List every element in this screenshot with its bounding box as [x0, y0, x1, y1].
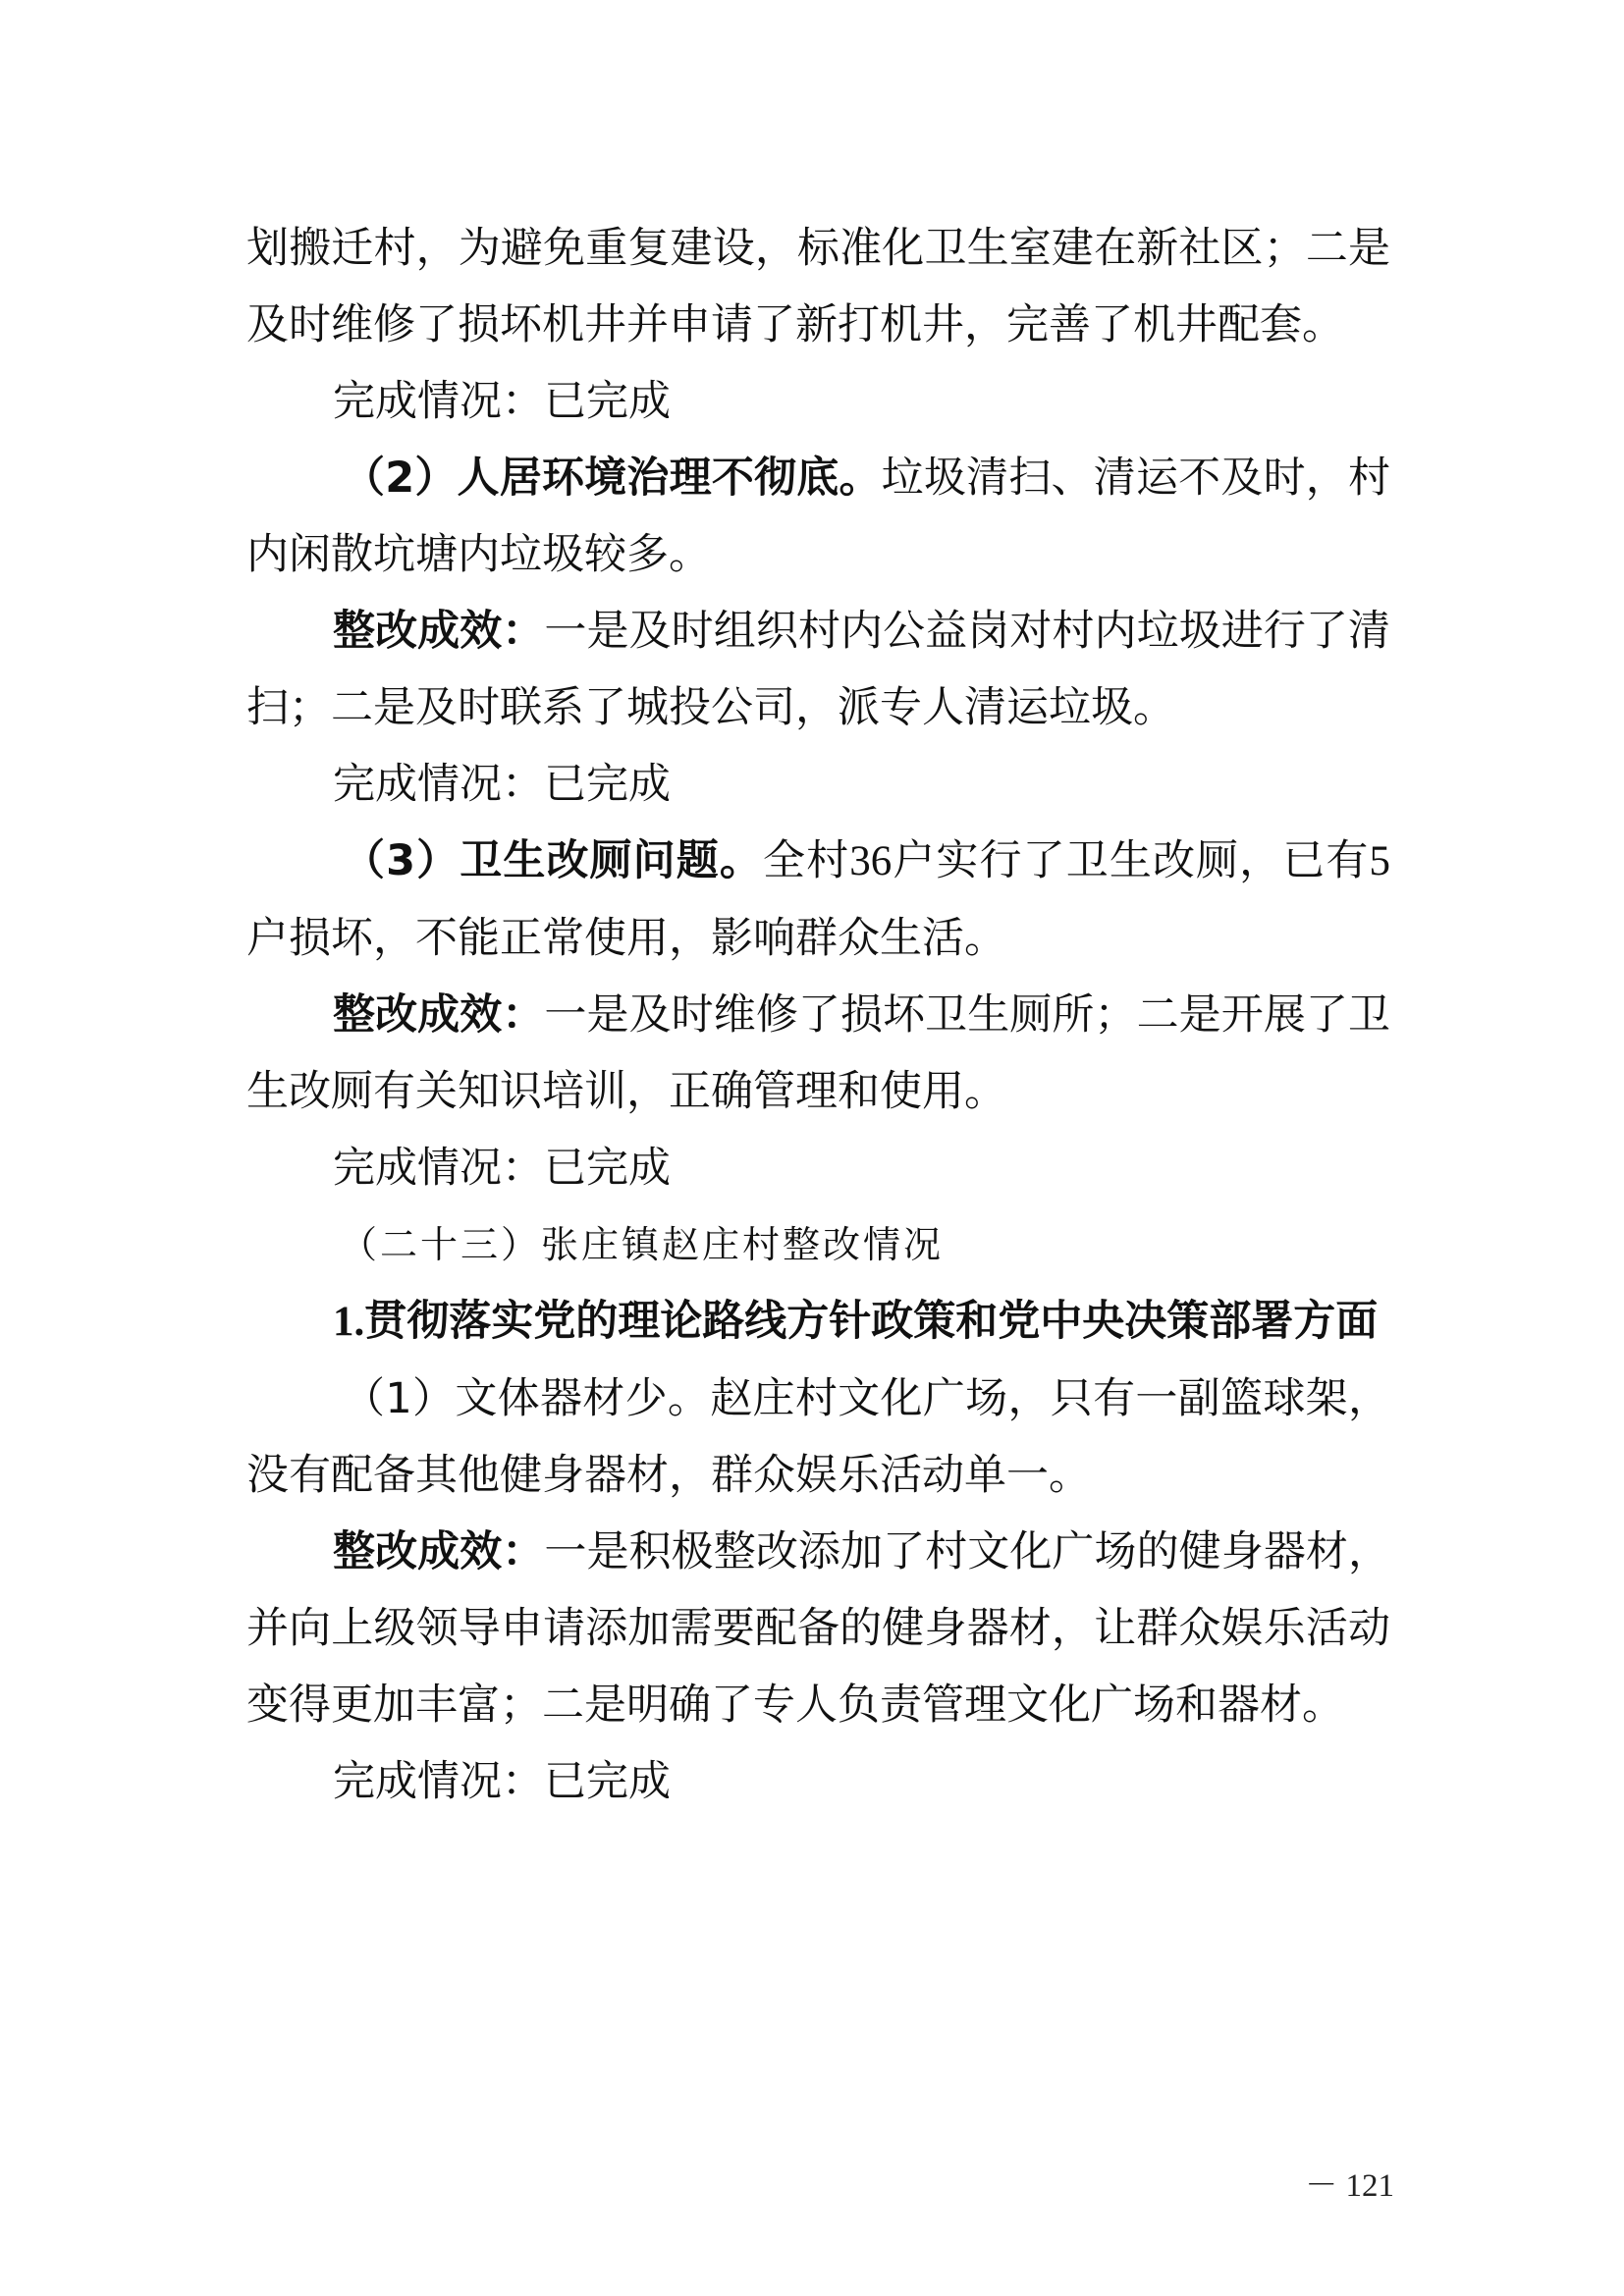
page-number: － 121	[1305, 2168, 1394, 2204]
paragraph-text: 划搬迁村，为避免重复建设，标准化卫生室建在新社区；二是及时维修了损坏机井并申请了新打机井，完善了机井配套。	[246, 224, 1390, 349]
completion-text: 完成情况：已完成	[333, 1144, 671, 1193]
completion-status	[246, 746, 1390, 823]
section-number: 1.	[333, 1299, 365, 1345]
subheading-text: （二十三）张庄镇赵庄村整改情况	[340, 1223, 945, 1266]
issue-text-part: 全村	[763, 836, 850, 885]
issue-label: （3）卫生改厕问题。	[343, 836, 763, 885]
issue-item-1	[246, 1361, 1390, 1514]
section-title	[246, 1283, 1390, 1361]
issue-text: （1）文体器材少。赵庄村文化广场，只有一副篮球架，没有配备其他健身器材，群众娱乐活动单一。	[246, 1374, 1390, 1500]
issue-label: （2）人居环境治理不彻底。	[343, 454, 882, 503]
completion-text: 完成情况：已完成	[333, 760, 671, 809]
completion-status	[246, 1743, 1390, 1820]
rectification-effect-1	[246, 1514, 1390, 1743]
effect-label: 整改成效：	[333, 990, 545, 1040]
completion-status	[246, 363, 1390, 440]
effect-text: 一是及时组织村内公益岗对村内垃圾进行了清扫；二是及时联系了城投公司，派专人清运垃圾。	[246, 607, 1391, 732]
paragraph-continuation	[246, 210, 1390, 363]
issue-item-2	[246, 440, 1390, 593]
completion-text: 完成情况：已完成	[333, 377, 671, 426]
issue-text-part: 户损坏，不能正常使用，影响群众生活。	[246, 914, 1006, 963]
household-count: 36	[849, 838, 893, 884]
issue-item-3	[246, 823, 1390, 977]
document-body	[246, 210, 1390, 1820]
effect-text: 一是积极整改添加了村文化广场的健身器材，并向上级领导申请添加需要配备的健身器材，让群众娱乐活动变得更加丰富；二是明确了专人负责管理文化广场和器材。	[246, 1527, 1391, 1730]
damaged-count: 5	[1369, 838, 1391, 884]
rectification-effect-2	[246, 593, 1390, 746]
effect-text: 一是及时维修了损坏卫生厕所；二是开展了卫生改厕有关知识培训，正确管理和使用。	[246, 990, 1391, 1116]
completion-text: 完成情况：已完成	[333, 1757, 671, 1806]
effect-label: 整改成效：	[333, 607, 545, 656]
effect-label: 整改成效：	[333, 1527, 545, 1576]
issue-text: 垃圾清扫、清运不及时，村内闲散坑塘内垃圾较多。	[246, 454, 1390, 579]
section-subheading	[246, 1206, 1390, 1283]
rectification-effect-3	[246, 977, 1390, 1130]
issue-text-part: 户实行了卫生改厕，已有	[892, 836, 1370, 885]
section-title-text: 贯彻落实党的理论路线方针政策和党中央决策部署方面	[364, 1297, 1379, 1346]
completion-status	[246, 1130, 1390, 1206]
